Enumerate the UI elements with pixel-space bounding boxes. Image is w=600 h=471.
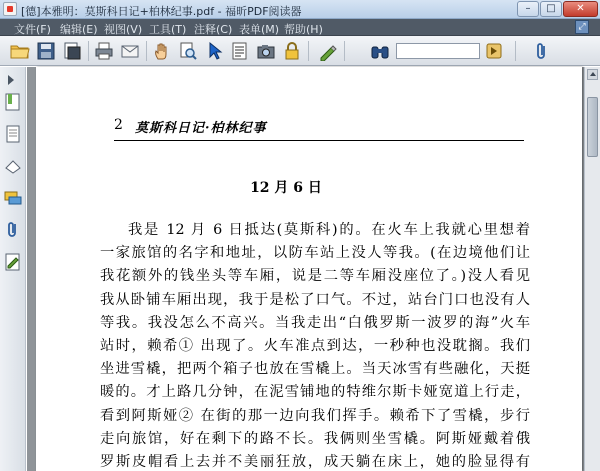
comments-icon[interactable] (4, 188, 22, 208)
print-icon[interactable] (94, 41, 114, 61)
scroll-thumb[interactable] (587, 97, 598, 157)
attachments-panel-icon[interactable] (4, 220, 22, 240)
text-select-icon[interactable] (230, 41, 250, 61)
pages-thumbnail-icon[interactable] (4, 124, 22, 144)
minimize-button[interactable]: – (517, 1, 539, 17)
menu-form[interactable]: 表单(M) (239, 23, 280, 36)
header-rule (114, 140, 524, 141)
sidebar-expand-arrow-icon[interactable] (8, 75, 14, 85)
foxit-app-icon (3, 2, 17, 16)
attachment-icon[interactable] (532, 41, 552, 61)
text-line: 看到阿斯娅② 在街的那一边向我们挥手。赖希下了雪橇，步行 (100, 407, 530, 424)
text-line: 坐进雪橇，把两个箱子也放在雪橇上。当天冰雪有些融化，天挺 (100, 361, 530, 378)
open-folder-icon[interactable] (10, 41, 30, 61)
toolbar-separator (88, 41, 89, 61)
page-header-number: 2 (114, 117, 123, 133)
binoculars-icon[interactable] (370, 41, 390, 61)
menu-help[interactable]: 帮助(H) (284, 23, 323, 36)
chapter-heading: 12 月 6 日 (250, 180, 322, 196)
maximize-button[interactable]: □ (540, 1, 562, 17)
document-viewport[interactable] (27, 67, 584, 471)
text-line: 等我。我没怎么不高兴。当我走出“白俄罗斯一波罗的海”火车 (100, 314, 530, 331)
text-line: 站时，赖希① 出现了。火车准点到达，一秒种也没耽搁。我们 (100, 337, 530, 354)
toolbar-separator (146, 41, 147, 61)
toolbar (0, 36, 600, 66)
email-icon[interactable] (120, 41, 140, 61)
text-line: 走向旅馆，好在剩下的路不长。我俩则坐雪橇。阿斯娅戴着俄 (100, 430, 530, 447)
close-button[interactable]: ✕ (563, 1, 598, 17)
menu-bar (0, 19, 600, 36)
body-text (100, 219, 530, 471)
lock-icon[interactable] (282, 41, 302, 61)
text-line: 暖的。才上路几分钟，在泥雪铺地的特维尔斯卡娅宽道上行走， (100, 384, 530, 401)
search-next-icon[interactable] (484, 41, 504, 61)
toolbar-separator (515, 41, 516, 61)
save-icon[interactable] (36, 41, 56, 61)
toolbar-separator (344, 41, 345, 61)
menu-view[interactable]: 视图(V) (104, 23, 143, 36)
layers-icon[interactable] (4, 156, 22, 176)
signatures-icon[interactable] (4, 252, 22, 272)
text-line: 一家旅馆的名字和地址，以防车站上没人等我。(在边境他们让 (100, 245, 530, 262)
text-line: 我花额外的钱坐头等车厢，说是二等车厢没座位了。)没人看见 (100, 268, 530, 285)
text-line: 罗斯皮帽看上去并不美丽狂放，成天躺在床上，她的脸显得有 (100, 453, 530, 470)
menu-edit[interactable]: 编辑(E) (60, 23, 98, 36)
bookmarks-icon[interactable] (4, 92, 22, 112)
menu-file[interactable]: 文件(F) (14, 23, 51, 36)
text-line: 我从卧铺车厢出现，我于是松了口气。不过，站台门口也没有人 (100, 291, 530, 308)
hand-tool-icon[interactable] (152, 41, 172, 61)
snapshot-icon[interactable] (178, 41, 198, 61)
title-bar (0, 0, 600, 19)
menu-comment[interactable]: 注释(C) (194, 23, 233, 36)
left-sidebar (0, 67, 26, 471)
toolbar-separator (308, 41, 309, 61)
scroll-up-arrow-icon[interactable] (587, 69, 598, 80)
window-title: [德]本雅明：莫斯科日记+柏林纪事.pdf - 福昕PDF阅读器 (21, 5, 302, 18)
menu-tools[interactable]: 工具(T) (149, 23, 187, 36)
select-arrow-icon[interactable] (204, 41, 224, 61)
pdf-page (36, 67, 582, 471)
text-line: 我是 12 月 6 日抵达(莫斯科)的。在火车上我就心里想着 (128, 222, 530, 238)
sign-icon[interactable] (318, 41, 338, 61)
search-input[interactable] (396, 43, 480, 59)
page-header-title: 莫斯科日记·柏林纪事 (135, 121, 267, 136)
camera-icon[interactable] (256, 41, 276, 61)
vertical-scrollbar[interactable] (584, 67, 600, 471)
print-preview-icon[interactable] (62, 41, 82, 61)
restore-pane-icon[interactable]: ⤢ (575, 20, 589, 34)
